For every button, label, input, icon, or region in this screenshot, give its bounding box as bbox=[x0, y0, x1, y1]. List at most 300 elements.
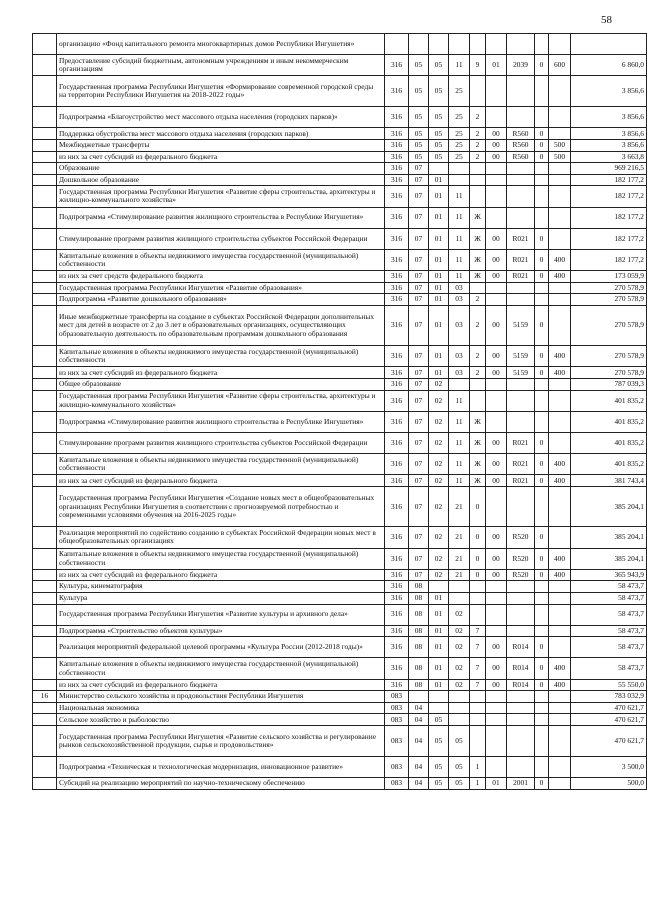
code-subsection bbox=[429, 581, 449, 593]
code-expense-type bbox=[549, 778, 571, 790]
code-direction bbox=[507, 379, 535, 391]
code-direction bbox=[507, 76, 535, 107]
code-expense-type bbox=[549, 637, 571, 658]
table-row bbox=[33, 726, 647, 757]
table-row bbox=[33, 367, 647, 379]
code-section: 08 bbox=[409, 658, 429, 679]
code-ministry: 316 bbox=[385, 569, 409, 581]
table-row bbox=[33, 107, 647, 128]
code-subprogram: Ж bbox=[470, 433, 486, 454]
code-direction: R560 bbox=[507, 128, 535, 140]
row-index bbox=[33, 527, 57, 548]
code-measure: 00 bbox=[486, 139, 507, 151]
code-expense-type bbox=[549, 625, 571, 637]
code-expense-type bbox=[549, 163, 571, 175]
row-amount: 58 473,7 bbox=[571, 658, 647, 679]
code-ministry: 316 bbox=[385, 346, 409, 367]
code-section: 04 bbox=[409, 756, 429, 777]
table-row bbox=[33, 174, 647, 186]
code-subprogram: 2 bbox=[470, 346, 486, 367]
code-digit: 0 bbox=[535, 128, 549, 140]
code-direction: R021 bbox=[507, 249, 535, 270]
code-section: 07 bbox=[409, 186, 429, 207]
row-amount: 270 578,9 bbox=[571, 346, 647, 367]
table-row bbox=[33, 637, 647, 658]
code-section: 04 bbox=[409, 726, 429, 757]
code-ministry: 316 bbox=[385, 249, 409, 270]
code-program: 25 bbox=[449, 107, 470, 128]
code-expense-type: 400 bbox=[549, 454, 571, 475]
code-ministry: 316 bbox=[385, 581, 409, 593]
row-amount: 783 032,9 bbox=[571, 691, 647, 703]
code-section: 08 bbox=[409, 604, 429, 625]
code-subprogram: Ж bbox=[470, 249, 486, 270]
code-program bbox=[449, 174, 470, 186]
code-section: 05 bbox=[409, 139, 429, 151]
code-digit: 0 bbox=[535, 475, 549, 487]
row-amount: 182 177,2 bbox=[571, 228, 647, 249]
code-subsection: 01 bbox=[429, 186, 449, 207]
row-index bbox=[33, 249, 57, 270]
code-measure bbox=[486, 107, 507, 128]
code-subprogram: 9 bbox=[470, 55, 486, 76]
table-row bbox=[33, 186, 647, 207]
code-section: 07 bbox=[409, 282, 429, 294]
code-expense-type bbox=[549, 726, 571, 757]
code-program: 05 bbox=[449, 726, 470, 757]
code-subsection: 01 bbox=[429, 294, 449, 306]
code-section: 07 bbox=[409, 174, 429, 186]
code-measure bbox=[486, 379, 507, 391]
row-name: Государственная программа Республики Ингушетия «Развитие образования» bbox=[57, 282, 385, 294]
code-subprogram: 2 bbox=[470, 151, 486, 163]
code-measure: 00 bbox=[486, 548, 507, 569]
table-row bbox=[33, 249, 647, 270]
row-amount: 3 856,6 bbox=[571, 107, 647, 128]
code-ministry: 316 bbox=[385, 548, 409, 569]
code-ministry: 316 bbox=[385, 76, 409, 107]
code-program bbox=[449, 592, 470, 604]
row-index bbox=[33, 486, 57, 526]
table-row bbox=[33, 486, 647, 526]
row-name: Стимулирование программ развития жилищного строительства субъектов Российской Федерации bbox=[57, 433, 385, 454]
code-digit bbox=[535, 726, 549, 757]
code-section bbox=[409, 34, 429, 55]
code-measure: 00 bbox=[486, 128, 507, 140]
row-amount: 270 578,9 bbox=[571, 367, 647, 379]
code-subprogram bbox=[470, 702, 486, 714]
row-name: из них за счет субсидий из федерального бюджета bbox=[57, 569, 385, 581]
row-index bbox=[33, 390, 57, 411]
code-digit: 0 bbox=[535, 228, 549, 249]
code-subsection: 01 bbox=[429, 658, 449, 679]
code-direction bbox=[507, 163, 535, 175]
budget-table-body bbox=[33, 34, 647, 790]
code-ministry: 083 bbox=[385, 714, 409, 726]
code-ministry: 316 bbox=[385, 271, 409, 283]
row-amount: 182 177,2 bbox=[571, 249, 647, 270]
code-ministry: 316 bbox=[385, 186, 409, 207]
row-amount: 385 204,1 bbox=[571, 527, 647, 548]
row-amount: 401 835,2 bbox=[571, 411, 647, 432]
code-subsection: 05 bbox=[429, 139, 449, 151]
code-expense-type: 400 bbox=[549, 658, 571, 679]
code-subsection bbox=[429, 702, 449, 714]
code-direction: 5159 bbox=[507, 367, 535, 379]
code-subsection: 02 bbox=[429, 548, 449, 569]
code-expense-type: 400 bbox=[549, 346, 571, 367]
code-direction bbox=[507, 604, 535, 625]
code-subsection bbox=[429, 34, 449, 55]
code-digit: 0 bbox=[535, 55, 549, 76]
row-amount: 58 473,7 bbox=[571, 637, 647, 658]
row-amount: 787 039,3 bbox=[571, 379, 647, 391]
code-ministry: 316 bbox=[385, 128, 409, 140]
code-direction: 5159 bbox=[507, 346, 535, 367]
code-program: 11 bbox=[449, 55, 470, 76]
code-section: 07 bbox=[409, 475, 429, 487]
code-expense-type: 400 bbox=[549, 475, 571, 487]
code-digit bbox=[535, 186, 549, 207]
code-subsection: 05 bbox=[429, 714, 449, 726]
code-section: 05 bbox=[409, 151, 429, 163]
row-index bbox=[33, 411, 57, 432]
code-direction bbox=[507, 702, 535, 714]
code-program: 21 bbox=[449, 569, 470, 581]
table-row bbox=[33, 527, 647, 548]
row-index bbox=[33, 726, 57, 757]
code-ministry: 316 bbox=[385, 454, 409, 475]
code-direction: R560 bbox=[507, 139, 535, 151]
code-digit: 0 bbox=[535, 249, 549, 270]
row-name: Капитальные вложения в объекты недвижимого имущества государственной (муниципальной) собственности bbox=[57, 249, 385, 270]
code-ministry: 316 bbox=[385, 379, 409, 391]
code-direction: R021 bbox=[507, 433, 535, 454]
row-name: Подпрограмма «Благоустройство мест массового отдыха населения (городских парков)» bbox=[57, 107, 385, 128]
code-measure bbox=[486, 592, 507, 604]
row-index bbox=[33, 702, 57, 714]
code-measure bbox=[486, 390, 507, 411]
row-name: Национальная экономика bbox=[57, 702, 385, 714]
table-row bbox=[33, 294, 647, 306]
code-subprogram: 2 bbox=[470, 128, 486, 140]
code-digit bbox=[535, 163, 549, 175]
row-index bbox=[33, 151, 57, 163]
code-measure: 00 bbox=[486, 637, 507, 658]
code-measure: 01 bbox=[486, 778, 507, 790]
code-measure bbox=[486, 581, 507, 593]
table-row bbox=[33, 271, 647, 283]
row-name: Поддержка обустройства мест массового отдыха населения (городских парков) bbox=[57, 128, 385, 140]
row-amount: 401 835,2 bbox=[571, 433, 647, 454]
table-row bbox=[33, 379, 647, 391]
row-name: Субсидий на реализацию мероприятий по научно-техническому обеспечению bbox=[57, 778, 385, 790]
page-number: 58 bbox=[601, 14, 612, 26]
code-expense-type: 400 bbox=[549, 271, 571, 283]
code-measure: 00 bbox=[486, 271, 507, 283]
code-direction bbox=[507, 411, 535, 432]
code-digit: 0 bbox=[535, 637, 549, 658]
code-section: 04 bbox=[409, 714, 429, 726]
code-program: 03 bbox=[449, 367, 470, 379]
row-name: Капитальные вложения в объекты недвижимого имущества государственной (муниципальной) собственности bbox=[57, 548, 385, 569]
code-measure: 00 bbox=[486, 367, 507, 379]
code-program: 03 bbox=[449, 346, 470, 367]
code-subsection: 01 bbox=[429, 367, 449, 379]
code-expense-type bbox=[549, 282, 571, 294]
code-program: 25 bbox=[449, 128, 470, 140]
code-ministry: 083 bbox=[385, 778, 409, 790]
row-name: Сельское хозяйство и рыболовство bbox=[57, 714, 385, 726]
code-subprogram bbox=[470, 379, 486, 391]
table-row bbox=[33, 702, 647, 714]
row-index bbox=[33, 207, 57, 228]
row-amount: 270 578,9 bbox=[571, 294, 647, 306]
code-ministry: 316 bbox=[385, 174, 409, 186]
code-subsection: 01 bbox=[429, 249, 449, 270]
code-subprogram: Ж bbox=[470, 271, 486, 283]
row-name: Предоставление субсидий бюджетным, автономным учреждениям и иным некоммерческим организациям bbox=[57, 55, 385, 76]
code-subprogram bbox=[470, 163, 486, 175]
code-section: 07 bbox=[409, 367, 429, 379]
code-section: 07 bbox=[409, 207, 429, 228]
code-subprogram bbox=[470, 174, 486, 186]
code-subsection: 02 bbox=[429, 569, 449, 581]
code-subprogram bbox=[470, 592, 486, 604]
code-ministry: 316 bbox=[385, 433, 409, 454]
row-name: Государственная программа Республики Ингушетия «Развитие культуры и архивного дела» bbox=[57, 604, 385, 625]
row-name: из них за счет субсидий из федерального бюджета bbox=[57, 679, 385, 691]
code-expense-type bbox=[549, 207, 571, 228]
table-row bbox=[33, 778, 647, 790]
code-ministry: 316 bbox=[385, 411, 409, 432]
row-name: Культура bbox=[57, 592, 385, 604]
row-amount: 3 663,8 bbox=[571, 151, 647, 163]
code-program bbox=[449, 379, 470, 391]
row-index bbox=[33, 107, 57, 128]
row-name: Общее образование bbox=[57, 379, 385, 391]
row-amount: 401 835,2 bbox=[571, 390, 647, 411]
code-subprogram bbox=[470, 581, 486, 593]
row-name: из них за счет средств федерального бюджета bbox=[57, 271, 385, 283]
code-expense-type bbox=[549, 604, 571, 625]
code-subsection: 01 bbox=[429, 282, 449, 294]
row-index bbox=[33, 637, 57, 658]
code-program bbox=[449, 163, 470, 175]
code-subsection: 01 bbox=[429, 604, 449, 625]
code-subprogram bbox=[470, 34, 486, 55]
code-digit: 0 bbox=[535, 658, 549, 679]
code-digit bbox=[535, 625, 549, 637]
code-direction: R021 bbox=[507, 454, 535, 475]
code-direction bbox=[507, 714, 535, 726]
code-subprogram: 7 bbox=[470, 679, 486, 691]
code-subprogram: Ж bbox=[470, 228, 486, 249]
row-name: Культура, кинематография bbox=[57, 581, 385, 593]
code-subsection: 02 bbox=[429, 475, 449, 487]
code-expense-type bbox=[549, 411, 571, 432]
code-digit bbox=[535, 390, 549, 411]
table-row bbox=[33, 433, 647, 454]
code-subprogram: Ж bbox=[470, 207, 486, 228]
code-ministry: 316 bbox=[385, 637, 409, 658]
code-subsection: 02 bbox=[429, 411, 449, 432]
code-expense-type: 500 bbox=[549, 139, 571, 151]
code-expense-type bbox=[549, 174, 571, 186]
row-name: Капитальные вложения в объекты недвижимого имущества государственной (муниципальной) собственности bbox=[57, 346, 385, 367]
code-section: 07 bbox=[409, 433, 429, 454]
code-digit bbox=[535, 282, 549, 294]
code-subsection: 05 bbox=[429, 778, 449, 790]
code-ministry bbox=[385, 34, 409, 55]
code-ministry: 316 bbox=[385, 294, 409, 306]
code-section: 08 bbox=[409, 625, 429, 637]
code-digit bbox=[535, 486, 549, 526]
code-ministry: 316 bbox=[385, 604, 409, 625]
code-subsection: 02 bbox=[429, 527, 449, 548]
row-name: Капитальные вложения в объекты недвижимого имущества государственной (муниципальной) собственности bbox=[57, 454, 385, 475]
code-digit bbox=[535, 714, 549, 726]
code-expense-type bbox=[549, 128, 571, 140]
code-expense-type bbox=[549, 592, 571, 604]
code-program: 25 bbox=[449, 76, 470, 107]
code-program: 11 bbox=[449, 390, 470, 411]
table-row bbox=[33, 604, 647, 625]
code-subsection: 01 bbox=[429, 271, 449, 283]
code-measure bbox=[486, 186, 507, 207]
code-direction bbox=[507, 756, 535, 777]
row-name: Государственная программа Республики Ингушетия «Формирование современной городской среды на территории Республики Ингушетия на 2018-2022 годы» bbox=[57, 76, 385, 107]
row-amount: 470 621,7 bbox=[571, 702, 647, 714]
code-measure bbox=[486, 604, 507, 625]
code-digit: 0 bbox=[535, 271, 549, 283]
code-section: 04 bbox=[409, 702, 429, 714]
code-subsection: 02 bbox=[429, 390, 449, 411]
table-row bbox=[33, 411, 647, 432]
row-name: Подпрограмма «Стимулирование развития жилищного строительства в Республике Ингушетия» bbox=[57, 411, 385, 432]
code-expense-type: 400 bbox=[549, 679, 571, 691]
row-name: Реализация мероприятий федеральной целевой программы «Культура России (2012-2018 годы)» bbox=[57, 637, 385, 658]
code-digit bbox=[535, 34, 549, 55]
code-program: 11 bbox=[449, 186, 470, 207]
row-index bbox=[33, 592, 57, 604]
row-name: Образование bbox=[57, 163, 385, 175]
code-ministry: 316 bbox=[385, 163, 409, 175]
code-subprogram: 7 bbox=[470, 625, 486, 637]
row-name: Министерство сельского хозяйства и продовольствия Республики Ингушетия bbox=[57, 691, 385, 703]
code-program: 02 bbox=[449, 679, 470, 691]
row-index bbox=[33, 305, 57, 345]
code-program bbox=[449, 581, 470, 593]
code-direction: R520 bbox=[507, 569, 535, 581]
row-index bbox=[33, 76, 57, 107]
code-program: 02 bbox=[449, 658, 470, 679]
code-subprogram bbox=[470, 76, 486, 107]
code-digit bbox=[535, 379, 549, 391]
code-ministry: 316 bbox=[385, 367, 409, 379]
code-section: 07 bbox=[409, 411, 429, 432]
table-row bbox=[33, 592, 647, 604]
code-digit bbox=[535, 174, 549, 186]
code-digit bbox=[535, 756, 549, 777]
code-subsection: 01 bbox=[429, 346, 449, 367]
code-program: 11 bbox=[449, 271, 470, 283]
code-direction: R014 bbox=[507, 658, 535, 679]
code-program: 25 bbox=[449, 139, 470, 151]
code-direction bbox=[507, 34, 535, 55]
code-section: 07 bbox=[409, 228, 429, 249]
code-program: 25 bbox=[449, 151, 470, 163]
code-subsection: 02 bbox=[429, 486, 449, 526]
code-program: 03 bbox=[449, 305, 470, 345]
code-section: 07 bbox=[409, 346, 429, 367]
row-name: из них за счет субсидий из федерального бюджета bbox=[57, 367, 385, 379]
code-digit bbox=[535, 207, 549, 228]
code-section: 07 bbox=[409, 271, 429, 283]
table-row bbox=[33, 76, 647, 107]
table-row bbox=[33, 756, 647, 777]
row-amount: 3 856,6 bbox=[571, 139, 647, 151]
budget-table bbox=[32, 33, 647, 790]
code-measure bbox=[486, 486, 507, 526]
code-digit: 0 bbox=[535, 569, 549, 581]
code-expense-type bbox=[549, 294, 571, 306]
code-subprogram: Ж bbox=[470, 475, 486, 487]
code-program bbox=[449, 702, 470, 714]
table-row bbox=[33, 658, 647, 679]
row-name: Дошкольное образование bbox=[57, 174, 385, 186]
code-section: 08 bbox=[409, 592, 429, 604]
code-direction: 5159 bbox=[507, 305, 535, 345]
code-expense-type bbox=[549, 691, 571, 703]
code-subsection: 02 bbox=[429, 454, 449, 475]
code-direction bbox=[507, 174, 535, 186]
row-name: Подпрограмма «Стимулирование развития жилищного строительства в Республике Ингушетия» bbox=[57, 207, 385, 228]
code-section: 08 bbox=[409, 637, 429, 658]
code-direction bbox=[507, 726, 535, 757]
code-expense-type: 400 bbox=[549, 249, 571, 270]
code-subprogram: 2 bbox=[470, 107, 486, 128]
code-section: 07 bbox=[409, 294, 429, 306]
code-subsection: 02 bbox=[429, 379, 449, 391]
code-program: 03 bbox=[449, 294, 470, 306]
code-program: 05 bbox=[449, 778, 470, 790]
row-amount: 3 856,6 bbox=[571, 76, 647, 107]
row-amount: 969 216,5 bbox=[571, 163, 647, 175]
row-amount: 58 473,7 bbox=[571, 592, 647, 604]
code-measure bbox=[486, 76, 507, 107]
code-program: 03 bbox=[449, 282, 470, 294]
table-row bbox=[33, 569, 647, 581]
row-name: Государственная программа Республики Ингушетия «Развитие сельского хозяйства и регулирование рынков сельскохозяйственной продукции, сырья и продовольствия» bbox=[57, 726, 385, 757]
table-row bbox=[33, 346, 647, 367]
code-subsection: 01 bbox=[429, 679, 449, 691]
code-measure: 00 bbox=[486, 305, 507, 345]
code-subsection: 01 bbox=[429, 305, 449, 345]
table-row bbox=[33, 207, 647, 228]
row-name: Иные межбюджетные трансферты на создание в субъектах Российской Федерации дополнительных мест для детей в возрасте от 2 до 3 лет в образовательных организациях, осуществляющих образовательную деятельность по образовательным программам дошкольного образования bbox=[57, 305, 385, 345]
code-digit: 0 bbox=[535, 367, 549, 379]
code-ministry: 316 bbox=[385, 527, 409, 548]
code-program: 21 bbox=[449, 527, 470, 548]
code-section bbox=[409, 691, 429, 703]
row-amount: 6 860,0 bbox=[571, 55, 647, 76]
code-subsection: 01 bbox=[429, 637, 449, 658]
row-index bbox=[33, 454, 57, 475]
code-expense-type bbox=[549, 305, 571, 345]
row-name: Подпрограмма «Строительство объектов культуры» bbox=[57, 625, 385, 637]
code-subsection: 02 bbox=[429, 433, 449, 454]
